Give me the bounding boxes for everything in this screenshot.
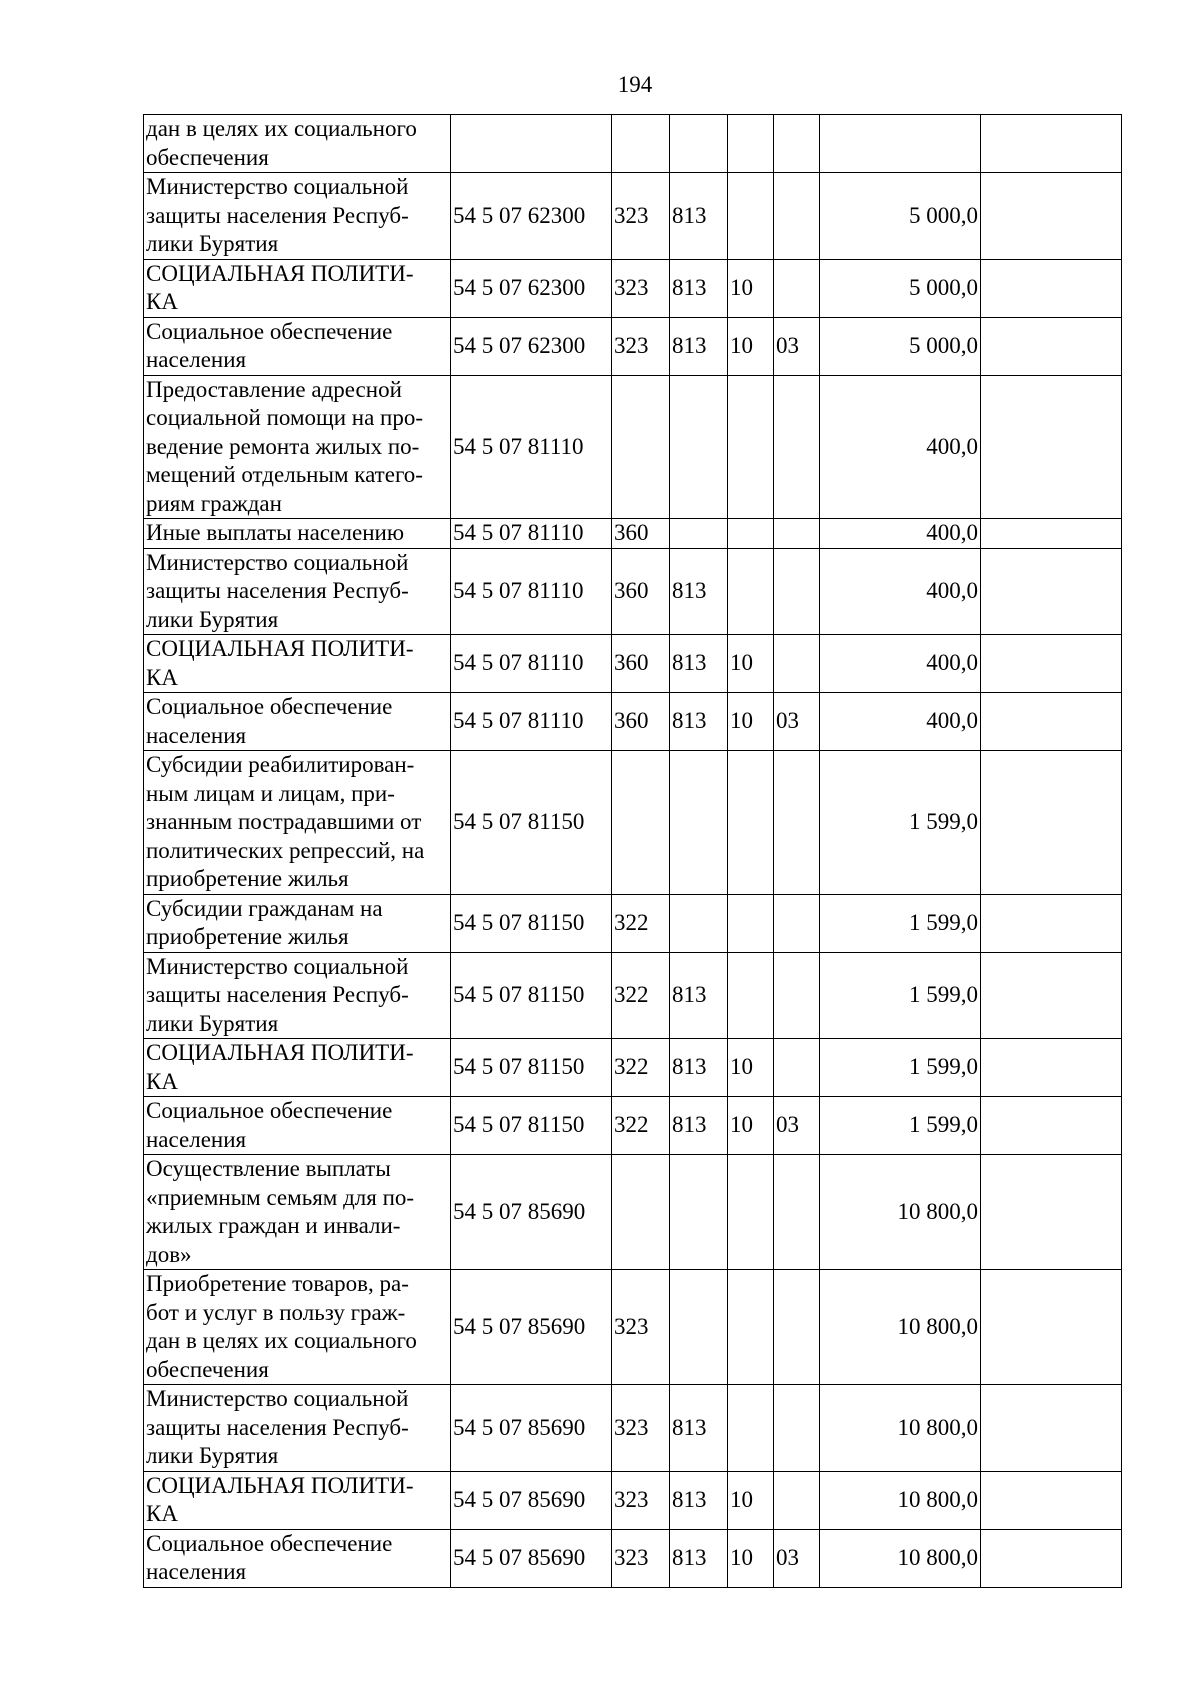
item-name-line: населения bbox=[146, 347, 247, 372]
subsection-cell bbox=[774, 952, 820, 1039]
ministry-code-cell bbox=[670, 519, 728, 549]
section-cell bbox=[728, 548, 774, 635]
section-cell: 10 bbox=[728, 1529, 774, 1587]
amount-cell: 5 000,0 bbox=[820, 259, 981, 317]
ministry-code-cell: 813 bbox=[670, 635, 728, 693]
table-row bbox=[144, 519, 1122, 549]
item-name-cell bbox=[144, 1385, 451, 1472]
table-row bbox=[144, 548, 1122, 635]
amount-cell: 400,0 bbox=[820, 635, 981, 693]
table-row bbox=[144, 635, 1122, 693]
item-name-line: Министерство социальной bbox=[146, 174, 409, 199]
subsection-cell bbox=[774, 259, 820, 317]
item-name-cell bbox=[144, 1270, 451, 1385]
item-name-line: социальной помощи на про- bbox=[146, 405, 423, 430]
item-name-cell bbox=[144, 115, 451, 173]
item-name-line: Социальное обеспечение bbox=[146, 1098, 393, 1123]
extra-cell bbox=[981, 1155, 1122, 1270]
extra-cell bbox=[981, 1471, 1122, 1529]
target-code-cell: 54 5 07 81150 bbox=[451, 1097, 612, 1155]
expense-type-cell: 360 bbox=[612, 635, 670, 693]
section-cell bbox=[728, 751, 774, 895]
item-name-cell bbox=[144, 317, 451, 375]
target-code-cell: 54 5 07 85690 bbox=[451, 1529, 612, 1587]
amount-cell: 10 800,0 bbox=[820, 1270, 981, 1385]
extra-cell bbox=[981, 952, 1122, 1039]
subsection-cell bbox=[774, 115, 820, 173]
subsection-cell bbox=[774, 751, 820, 895]
extra-cell bbox=[981, 1270, 1122, 1385]
table-row bbox=[144, 1270, 1122, 1385]
item-name-line: населения bbox=[146, 722, 247, 748]
item-name-line: политических репрессий, на bbox=[146, 837, 425, 863]
target-code-cell: 54 5 07 62300 bbox=[451, 259, 612, 317]
section-cell bbox=[728, 115, 774, 173]
item-name-line: защиты населения Респуб- bbox=[146, 1414, 409, 1440]
amount-cell: 1 599,0 bbox=[820, 952, 981, 1039]
item-name-line: приобретение жилья bbox=[146, 866, 349, 891]
subsection-cell bbox=[774, 1155, 820, 1270]
expense-type-cell: 360 bbox=[612, 519, 670, 549]
subsection-cell bbox=[774, 375, 820, 519]
expense-type-cell: 323 bbox=[612, 173, 670, 260]
item-name-cell bbox=[144, 1529, 451, 1587]
table-row bbox=[144, 693, 1122, 751]
item-name-line: Социальное обеспечение bbox=[146, 318, 393, 344]
ministry-code-cell: 813 bbox=[670, 1097, 728, 1155]
table-row bbox=[144, 1097, 1122, 1155]
item-name-line: знанным пострадавшими от bbox=[146, 809, 422, 834]
target-code-cell: 54 5 07 85690 bbox=[451, 1270, 612, 1385]
amount-cell: 1 599,0 bbox=[820, 1039, 981, 1097]
subsection-cell: 03 bbox=[774, 1529, 820, 1587]
extra-cell bbox=[981, 173, 1122, 260]
expense-type-cell: 322 bbox=[612, 894, 670, 952]
ministry-code-cell: 813 bbox=[670, 173, 728, 260]
target-code-cell: 54 5 07 81150 bbox=[451, 751, 612, 895]
ministry-code-cell bbox=[670, 1155, 728, 1270]
amount-cell: 400,0 bbox=[820, 548, 981, 635]
subsection-cell bbox=[774, 548, 820, 635]
target-code-cell: 54 5 07 81150 bbox=[451, 1039, 612, 1097]
target-code-cell: 54 5 07 81110 bbox=[451, 693, 612, 751]
item-name-cell bbox=[144, 894, 451, 952]
extra-cell bbox=[981, 548, 1122, 635]
amount-cell: 1 599,0 bbox=[820, 1097, 981, 1155]
table-row bbox=[144, 1529, 1122, 1587]
ministry-code-cell bbox=[670, 894, 728, 952]
amount-cell: 10 800,0 bbox=[820, 1529, 981, 1587]
item-name-line: Министерство социальной bbox=[146, 953, 409, 979]
section-cell bbox=[728, 519, 774, 549]
target-code-cell: 54 5 07 81110 bbox=[451, 548, 612, 635]
extra-cell bbox=[981, 751, 1122, 895]
expense-type-cell: 322 bbox=[612, 952, 670, 1039]
subsection-cell bbox=[774, 519, 820, 549]
section-cell: 10 bbox=[728, 1471, 774, 1529]
ministry-code-cell bbox=[670, 1270, 728, 1385]
item-name-line: КА bbox=[146, 664, 178, 690]
target-code-cell: 54 5 07 62300 bbox=[451, 317, 612, 375]
subsection-cell bbox=[774, 1270, 820, 1385]
ministry-code-cell bbox=[670, 375, 728, 519]
item-name-cell bbox=[144, 1039, 451, 1097]
section-cell bbox=[728, 1155, 774, 1270]
item-name-line: КА bbox=[146, 289, 178, 314]
subsection-cell bbox=[774, 1471, 820, 1529]
subsection-cell bbox=[774, 173, 820, 260]
extra-cell bbox=[981, 519, 1122, 549]
item-name-cell bbox=[144, 751, 451, 895]
extra-cell bbox=[981, 1529, 1122, 1587]
item-name-line: бот и услуг в пользу граж- bbox=[146, 1299, 406, 1325]
subsection-cell: 03 bbox=[774, 317, 820, 375]
subsection-cell: 03 bbox=[774, 693, 820, 751]
section-cell: 10 bbox=[728, 259, 774, 317]
target-code-cell: 54 5 07 85690 bbox=[451, 1155, 612, 1270]
item-name-line: населения bbox=[146, 1126, 247, 1152]
item-name-line: Субсидии гражданам на bbox=[146, 895, 383, 921]
expense-type-cell: 323 bbox=[612, 259, 670, 317]
amount-cell: 10 800,0 bbox=[820, 1385, 981, 1472]
page-number: 194 bbox=[617, 72, 653, 97]
extra-cell bbox=[981, 1039, 1122, 1097]
section-cell bbox=[728, 375, 774, 519]
target-code-cell: 54 5 07 81110 bbox=[451, 375, 612, 519]
item-name-line: лики Бурятия bbox=[146, 1010, 279, 1036]
target-code-cell: 54 5 07 85690 bbox=[451, 1385, 612, 1472]
item-name-cell bbox=[144, 173, 451, 260]
budget-table bbox=[143, 114, 1122, 1588]
ministry-code-cell: 813 bbox=[670, 952, 728, 1039]
item-name-line: защиты населения Респуб- bbox=[146, 982, 409, 1007]
item-name-line: СОЦИАЛЬНАЯ ПОЛИТИ- bbox=[146, 1040, 414, 1065]
section-cell bbox=[728, 173, 774, 260]
expense-type-cell: 322 bbox=[612, 1097, 670, 1155]
item-name-line: мещений отдельным катего- bbox=[146, 462, 423, 487]
table-row bbox=[144, 952, 1122, 1039]
item-name-line: лики Бурятия bbox=[146, 231, 279, 256]
target-code-cell: 54 5 07 81150 bbox=[451, 894, 612, 952]
table-row bbox=[144, 317, 1122, 375]
item-name-cell bbox=[144, 259, 451, 317]
expense-type-cell bbox=[612, 375, 670, 519]
section-cell bbox=[728, 894, 774, 952]
extra-cell bbox=[981, 635, 1122, 693]
table-row bbox=[144, 1471, 1122, 1529]
section-cell: 10 bbox=[728, 1039, 774, 1097]
item-name-line: Субсидии реабилитирован- bbox=[146, 752, 415, 777]
ministry-code-cell: 813 bbox=[670, 693, 728, 751]
section-cell bbox=[728, 1270, 774, 1385]
item-name-line: лики Бурятия bbox=[146, 606, 279, 632]
item-name-line: обеспечения bbox=[146, 144, 269, 170]
item-name-cell bbox=[144, 519, 451, 549]
item-name-line: дан в целях их социального bbox=[146, 116, 417, 141]
item-name-line: Министерство социальной bbox=[146, 1386, 409, 1411]
section-cell: 10 bbox=[728, 1097, 774, 1155]
item-name-cell bbox=[144, 1097, 451, 1155]
target-code-cell: 54 5 07 81110 bbox=[451, 635, 612, 693]
table-row bbox=[144, 173, 1122, 260]
table-row bbox=[144, 259, 1122, 317]
subsection-cell bbox=[774, 1039, 820, 1097]
item-name-line: лики Бурятия bbox=[146, 1443, 279, 1468]
extra-cell bbox=[981, 115, 1122, 173]
item-name-line: ным лицам и лицам, при- bbox=[146, 780, 395, 806]
subsection-cell bbox=[774, 635, 820, 693]
ministry-code-cell: 813 bbox=[670, 1385, 728, 1472]
table-row bbox=[144, 1385, 1122, 1472]
table-row bbox=[144, 751, 1122, 895]
extra-cell bbox=[981, 259, 1122, 317]
table-body bbox=[144, 115, 1122, 1588]
expense-type-cell bbox=[612, 1155, 670, 1270]
table-row bbox=[144, 1039, 1122, 1097]
subsection-cell bbox=[774, 1385, 820, 1472]
ministry-code-cell: 813 bbox=[670, 1039, 728, 1097]
ministry-code-cell: 813 bbox=[670, 1529, 728, 1587]
item-name-line: приобретение жилья bbox=[146, 924, 349, 949]
item-name-line: СОЦИАЛЬНАЯ ПОЛИТИ- bbox=[146, 1472, 414, 1498]
table-row bbox=[144, 115, 1122, 173]
amount-cell: 10 800,0 bbox=[820, 1155, 981, 1270]
expense-type-cell: 360 bbox=[612, 693, 670, 751]
item-name-line: СОЦИАЛЬНАЯ ПОЛИТИ- bbox=[146, 260, 414, 286]
item-name-line: Осуществление выплаты bbox=[146, 1156, 391, 1181]
item-name-cell bbox=[144, 375, 451, 519]
amount-cell: 5 000,0 bbox=[820, 317, 981, 375]
section-cell bbox=[728, 1385, 774, 1472]
item-name-line: дан в целях их социального bbox=[146, 1328, 417, 1353]
item-name-line: Предоставление адресной bbox=[146, 376, 402, 402]
amount-cell bbox=[820, 115, 981, 173]
amount-cell: 400,0 bbox=[820, 693, 981, 751]
amount-cell: 400,0 bbox=[820, 375, 981, 519]
ministry-code-cell: 813 bbox=[670, 317, 728, 375]
extra-cell bbox=[981, 894, 1122, 952]
item-name-line: «приемным семьям для по- bbox=[146, 1184, 415, 1210]
ministry-code-cell: 813 bbox=[670, 259, 728, 317]
expense-type-cell: 322 bbox=[612, 1039, 670, 1097]
subsection-cell bbox=[774, 894, 820, 952]
section-cell: 10 bbox=[728, 693, 774, 751]
item-name-line: защиты населения Респуб- bbox=[146, 202, 409, 228]
amount-cell: 400,0 bbox=[820, 519, 981, 549]
item-name-line: КА bbox=[146, 1068, 178, 1094]
item-name-line: обеспечения bbox=[146, 1356, 269, 1382]
item-name-line: жилых граждан и инвали- bbox=[146, 1213, 401, 1238]
item-name-line: Иные выплаты населению bbox=[146, 520, 404, 545]
target-code-cell: 54 5 07 81150 bbox=[451, 952, 612, 1039]
expense-type-cell bbox=[612, 115, 670, 173]
item-name-cell bbox=[144, 635, 451, 693]
item-name-cell bbox=[144, 693, 451, 751]
expense-type-cell: 360 bbox=[612, 548, 670, 635]
section-cell: 10 bbox=[728, 635, 774, 693]
item-name-line: Социальное обеспечение bbox=[146, 694, 393, 719]
amount-cell: 1 599,0 bbox=[820, 894, 981, 952]
extra-cell bbox=[981, 1385, 1122, 1472]
expense-type-cell: 323 bbox=[612, 1270, 670, 1385]
table-row bbox=[144, 1155, 1122, 1270]
target-code-cell: 54 5 07 85690 bbox=[451, 1471, 612, 1529]
amount-cell: 5 000,0 bbox=[820, 173, 981, 260]
expense-type-cell bbox=[612, 751, 670, 895]
ministry-code-cell: 813 bbox=[670, 548, 728, 635]
item-name-line: СОЦИАЛЬНАЯ ПОЛИТИ- bbox=[146, 636, 414, 661]
item-name-line: ведение ремонта жилых по- bbox=[146, 433, 420, 459]
expense-type-cell: 323 bbox=[612, 317, 670, 375]
amount-cell: 1 599,0 bbox=[820, 751, 981, 895]
item-name-line: риям граждан bbox=[146, 490, 282, 516]
item-name-line: Социальное обеспечение bbox=[146, 1530, 393, 1556]
ministry-code-cell bbox=[670, 751, 728, 895]
extra-cell bbox=[981, 1097, 1122, 1155]
extra-cell bbox=[981, 317, 1122, 375]
item-name-line: Министерство социальной bbox=[146, 549, 409, 575]
ministry-code-cell: 813 bbox=[670, 1471, 728, 1529]
item-name-cell bbox=[144, 548, 451, 635]
item-name-cell bbox=[144, 1471, 451, 1529]
target-code-cell bbox=[451, 115, 612, 173]
subsection-cell: 03 bbox=[774, 1097, 820, 1155]
section-cell bbox=[728, 952, 774, 1039]
expense-type-cell: 323 bbox=[612, 1529, 670, 1587]
ministry-code-cell bbox=[670, 115, 728, 173]
extra-cell bbox=[981, 693, 1122, 751]
amount-cell: 10 800,0 bbox=[820, 1471, 981, 1529]
item-name-line: населения bbox=[146, 1559, 247, 1584]
target-code-cell: 54 5 07 62300 bbox=[451, 173, 612, 260]
item-name-cell bbox=[144, 952, 451, 1039]
item-name-line: защиты населения Респуб- bbox=[146, 578, 409, 603]
item-name-line: Приобретение товаров, ра- bbox=[146, 1271, 409, 1296]
item-name-cell bbox=[144, 1155, 451, 1270]
extra-cell bbox=[981, 375, 1122, 519]
expense-type-cell: 323 bbox=[612, 1471, 670, 1529]
target-code-cell: 54 5 07 81110 bbox=[451, 519, 612, 549]
item-name-line: КА bbox=[146, 1501, 178, 1526]
section-cell: 10 bbox=[728, 317, 774, 375]
table-row bbox=[144, 894, 1122, 952]
table-row bbox=[144, 375, 1122, 519]
expense-type-cell: 323 bbox=[612, 1385, 670, 1472]
item-name-line: дов» bbox=[146, 1241, 192, 1267]
